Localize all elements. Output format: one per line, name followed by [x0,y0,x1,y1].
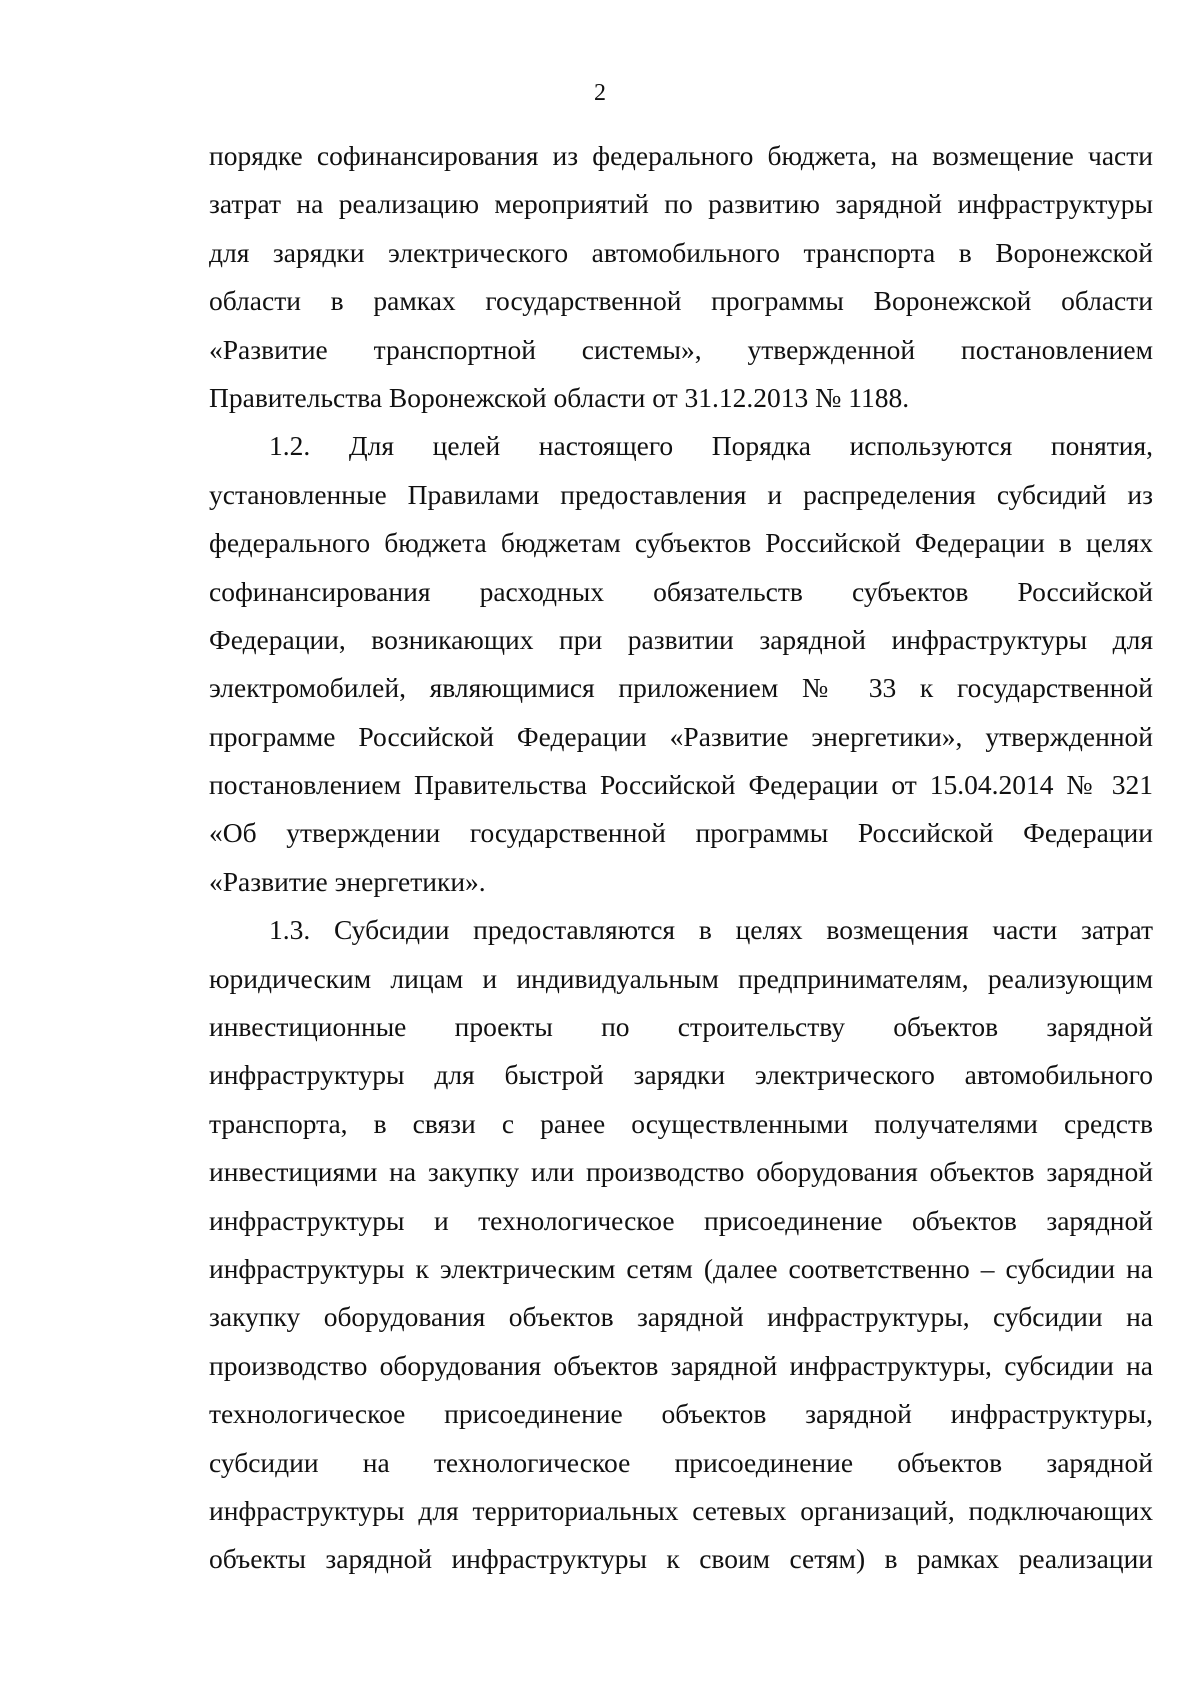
text-line: инфраструктуры для быстрой зарядки электрического автомобильного [209,1059,1153,1091]
text-line: инвестиционные проекты по строительству объектов зарядной [209,1011,1153,1043]
text-line: софинансирования расходных обязательств субъектов Российской [209,575,1153,607]
text-line: затрат на реализацию мероприятий по развитию зарядной инфраструктуры [209,188,1153,220]
text-line: установленные Правилами предоставления и распределения субсидий из [209,478,1153,510]
text-line: для зарядки электрического автомобильного транспорта в Воронежской [209,236,1153,268]
text-line: области в рамках государственной программы Воронежской области [209,285,1153,317]
text-line: 1.2. Для целей настоящего Порядка используются понятия, [269,430,1153,462]
text-line: «Развитие транспортной системы», утвержденной постановлением [209,333,1153,365]
text-line: субсидии на технологическое присоединение объектов зарядной [209,1446,1153,1478]
text-line: постановлением Правительства Российской Федерации от 15.04.2014 № 321 [209,769,1153,801]
text-line: порядке софинансирования из федерального бюджета, на возмещение части [209,140,1153,171]
text-line: Федерации, возникающих при развитии зарядной инфраструктуры для [209,623,1153,655]
text-line: электромобилей, являющимися приложением № 33 к государственной [209,672,1153,704]
page-number: 2 [594,80,606,106]
text-line: инвестициями на закупку или производство оборудования объектов зарядной [209,1156,1153,1188]
text-line: инфраструктуры и технологическое присоединение объектов зарядной [209,1204,1153,1236]
text-line: программе Российской Федерации «Развитие энергетики», утвержденной [209,720,1153,752]
text-line: юридическим лицам и индивидуальным предпринимателям, реализующим [209,962,1153,994]
text-line: Правительства Воронежской области от 31.12.2013 № 1188. [209,381,910,413]
text-line: производство оборудования объектов зарядной инфраструктуры, субсидии на [209,1349,1153,1381]
text-line: инфраструктуры для территориальных сетевых организаций, подключающих [209,1494,1153,1526]
text-line: «Об утверждении государственной программы Российской Федерации [209,817,1153,849]
text-line: «Развитие энергетики». [209,865,486,897]
text-line: закупку оборудования объектов зарядной инфраструктуры, субсидии на [209,1301,1153,1333]
text-line: объекты зарядной инфраструктуры к своим сетям) в рамках реализации [209,1543,1153,1575]
text-line: инфраструктуры к электрическим сетям (далее соответственно – субсидии на [209,1252,1153,1284]
text-line: 1.3. Субсидии предоставляются в целях возмещения части затрат [269,914,1153,946]
text-line: технологическое присоединение объектов зарядной инфраструктуры, [209,1398,1153,1430]
text-line: федерального бюджета бюджетам субъектов Российской Федерации в целях [209,527,1153,559]
text-line: транспорта, в связи с ранее осуществленными получателями средств [209,1107,1153,1139]
document-body [209,132,1153,1584]
